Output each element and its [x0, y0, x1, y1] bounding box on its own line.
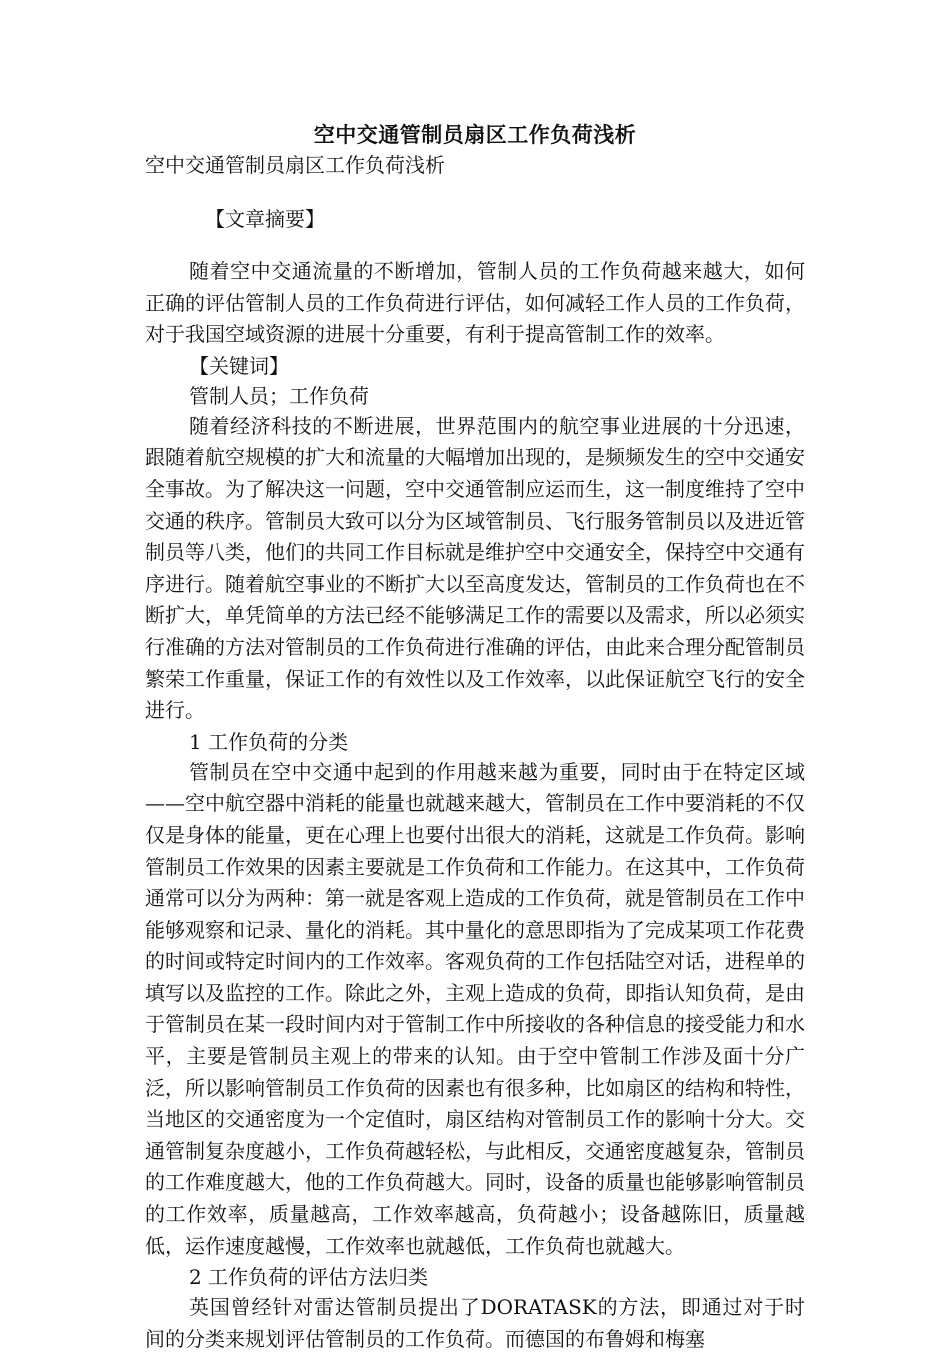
- abstract-heading: 【文章摘要】: [205, 207, 325, 231]
- section-2-paragraph: 英国曾经针对雷达管制员提出了DORATASK的方法，即通过对于时间的分类来规划评估管制员的工作负荷。而德国的布鲁姆和梅塞: [145, 1295, 805, 1351]
- intro-paragraph: 随着经济科技的不断进展，世界范围内的航空事业进展的十分迅速，跟随着航空规模的扩大和流量的大幅增加出现的，是频频发生的空中交通安全事故。为了解决这一问题，空中交通管制应运而生，这一制度维持了空中交通的秩序。管制员大致可以分为区域管制员、飞行服务管制员以及进近管制员等八类，他们的共同工作目标就是维护空中交通安全，保持空中交通有序进行。随着航空事业的不断扩大以至高度发达，管制员的工作负荷也在不断扩大，单凭简单的方法已经不能够满足工作的需要以及需求，所以必须实行准确的方法对管制员的工作负荷进行准确的评估，由此来合理分配管制员繁荣工作重量，保证工作的有效性以及工作效率，以此保证航空飞行的安全进行。: [145, 413, 805, 723]
- section-1-paragraph: 管制员在空中交通中起到的作用越来越为重要，同时由于在特定区域——空中航空器中消耗的能量也就越来越大，管制员在工作中要消耗的不仅仅是身体的能量，更在心理上也要付出很大的消耗，这就是工作负荷。影响管制员工作效果的因素主要就是工作负荷和工作能力。在这其中，工作负荷通常可以分为两种：第一就是客观上造成的工作负荷，就是管制员在工作中能够观察和记录、量化的消耗。其中量化的意思即指为了完成某项工作花费的时间或特定时间内的工作效率。客观负荷的工作包括陆空对话，进程单的填写以及监控的工作。除此之外，主观上造成的负荷，即指认知负荷，是由于管制员在某一段时间内对于管制工作中所接收的各种信息的接受能力和水平，主要是管制员主观上的带来的认知。由于空中管制工作涉及面十分广泛，所以影响管制员工作负荷的因素也有很多种，比如扇区的结构和特性，当地区的交通密度为一个定值时，扇区结构对管制员工作的影响十分大。交通管制复杂度越小，工作负荷越轻松，与此相反，交通密度越复杂，管制员的工作难度越大，他的工作负荷越大。同时，设备的质量也能够影响管制员的工作效率，质量越高，工作效率越高，负荷越小；设备越陈旧，质量越低，运作速度越慢，工作效率也就越低，工作负荷也就越大。: [145, 759, 805, 1258]
- keywords-text: 管制人员；工作负荷: [189, 383, 369, 408]
- document-page: [145, 120, 805, 1355]
- document-subtitle: 空中交通管制员扇区工作负荷浅析: [145, 153, 445, 177]
- abstract-paragraph: 随着空中交通流量的不断增加，管制人员的工作负荷越来越大，如何正确的评估管制人员的工作负荷进行评估，如何减轻工作人员的工作负荷，对于我国空域资源的进展十分重要，有利于提高管制工作的效率。: [145, 259, 805, 347]
- section-1-heading: 1 工作负荷的分类: [189, 729, 349, 754]
- section-2-heading: 2 工作负荷的评估方法归类: [189, 1265, 429, 1290]
- keywords-heading: 【关键词】: [189, 353, 289, 378]
- document-title: 空中交通管制员扇区工作负荷浅析: [313, 122, 637, 147]
